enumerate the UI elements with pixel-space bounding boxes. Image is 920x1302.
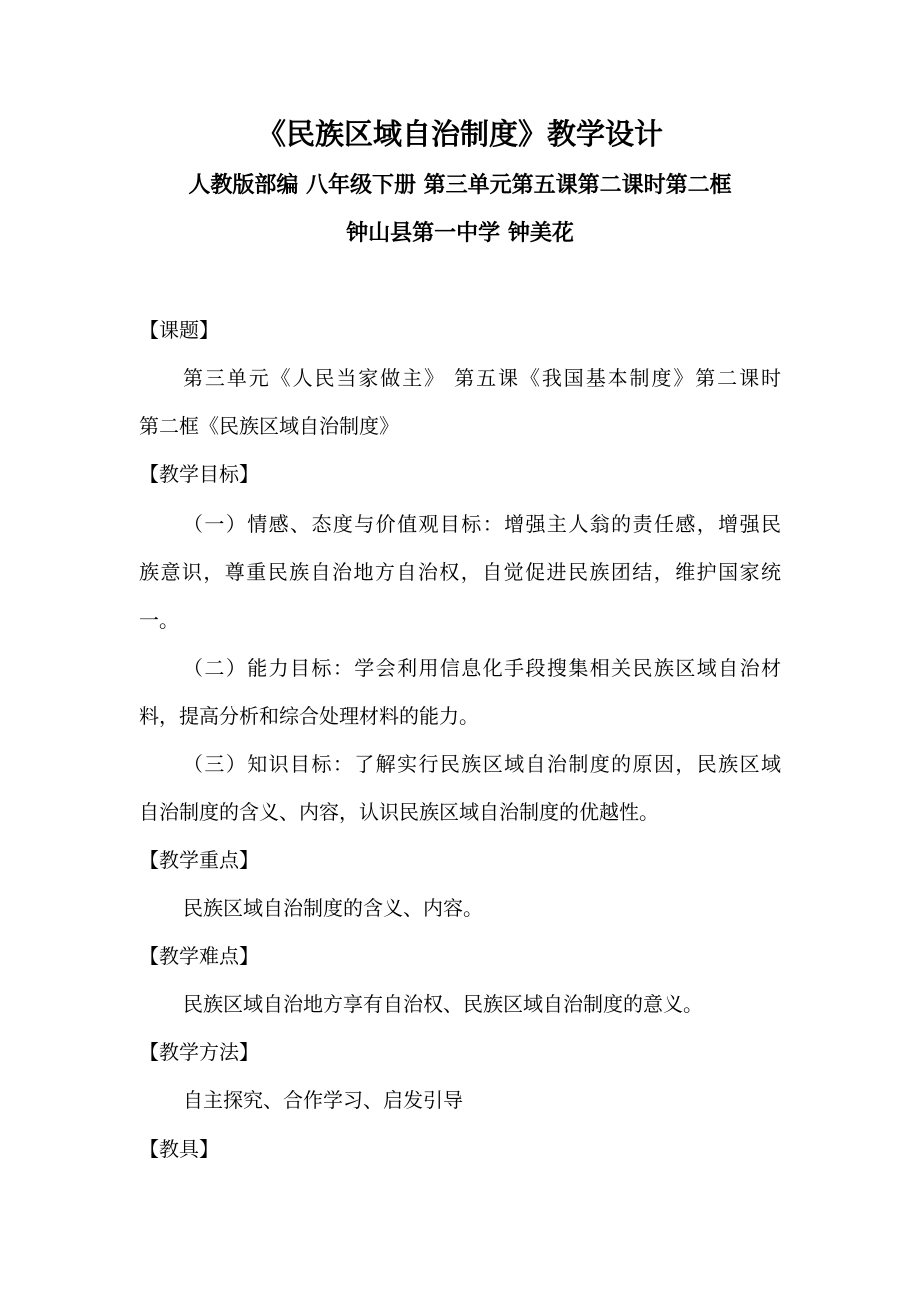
document-title: 《民族区域自治制度》教学设计 [256, 117, 663, 151]
objective-1-line-3: 一。 [139, 608, 179, 632]
key-points-text: 民族区域自治制度的含义、内容。 [183, 896, 483, 920]
topic-text-line-1: 第三单元《人民当家做主》 第五课《我国基本制度》第二课时 [183, 366, 781, 390]
objective-3-line-1: （三）知识目标：了解实行民族区域自治制度的原因，民族区域 [183, 752, 781, 776]
objectives-heading: 【教学目标】 [139, 462, 259, 486]
objective-1-line-1: （一）情感、态度与价值观目标：增强主人翁的责任感，增强民 [183, 512, 781, 536]
objective-2-line-1: （二）能力目标：学会利用信息化手段搜集相关民族区域自治材 [183, 656, 781, 680]
objective-1-line-2: 族意识，尊重民族自治地方自治权，自觉促进民族团结，维护国家统 [139, 560, 781, 584]
difficulties-heading: 【教学难点】 [139, 944, 259, 968]
difficulties-text: 民族区域自治地方享有自治权、民族区域自治制度的意义。 [183, 992, 703, 1016]
key-points-heading: 【教学重点】 [139, 848, 259, 872]
objective-3-line-2: 自治制度的含义、内容，认识民族区域自治制度的优越性。 [139, 800, 659, 824]
methods-text: 自主探究、合作学习、启发引导 [183, 1088, 463, 1112]
tools-heading: 【教具】 [139, 1137, 219, 1161]
objective-2-line-2: 料，提高分析和综合处理材料的能力。 [139, 704, 479, 728]
topic-heading: 【课题】 [139, 318, 219, 342]
topic-text-line-2: 第二框《民族区域自治制度》 [139, 414, 399, 438]
document-subtitle: 人教版部编 八年级下册 第三单元第五课第二课时第二框 [188, 172, 732, 198]
methods-heading: 【教学方法】 [139, 1040, 259, 1064]
document-author: 钟山县第一中学 钟美花 [346, 220, 574, 246]
